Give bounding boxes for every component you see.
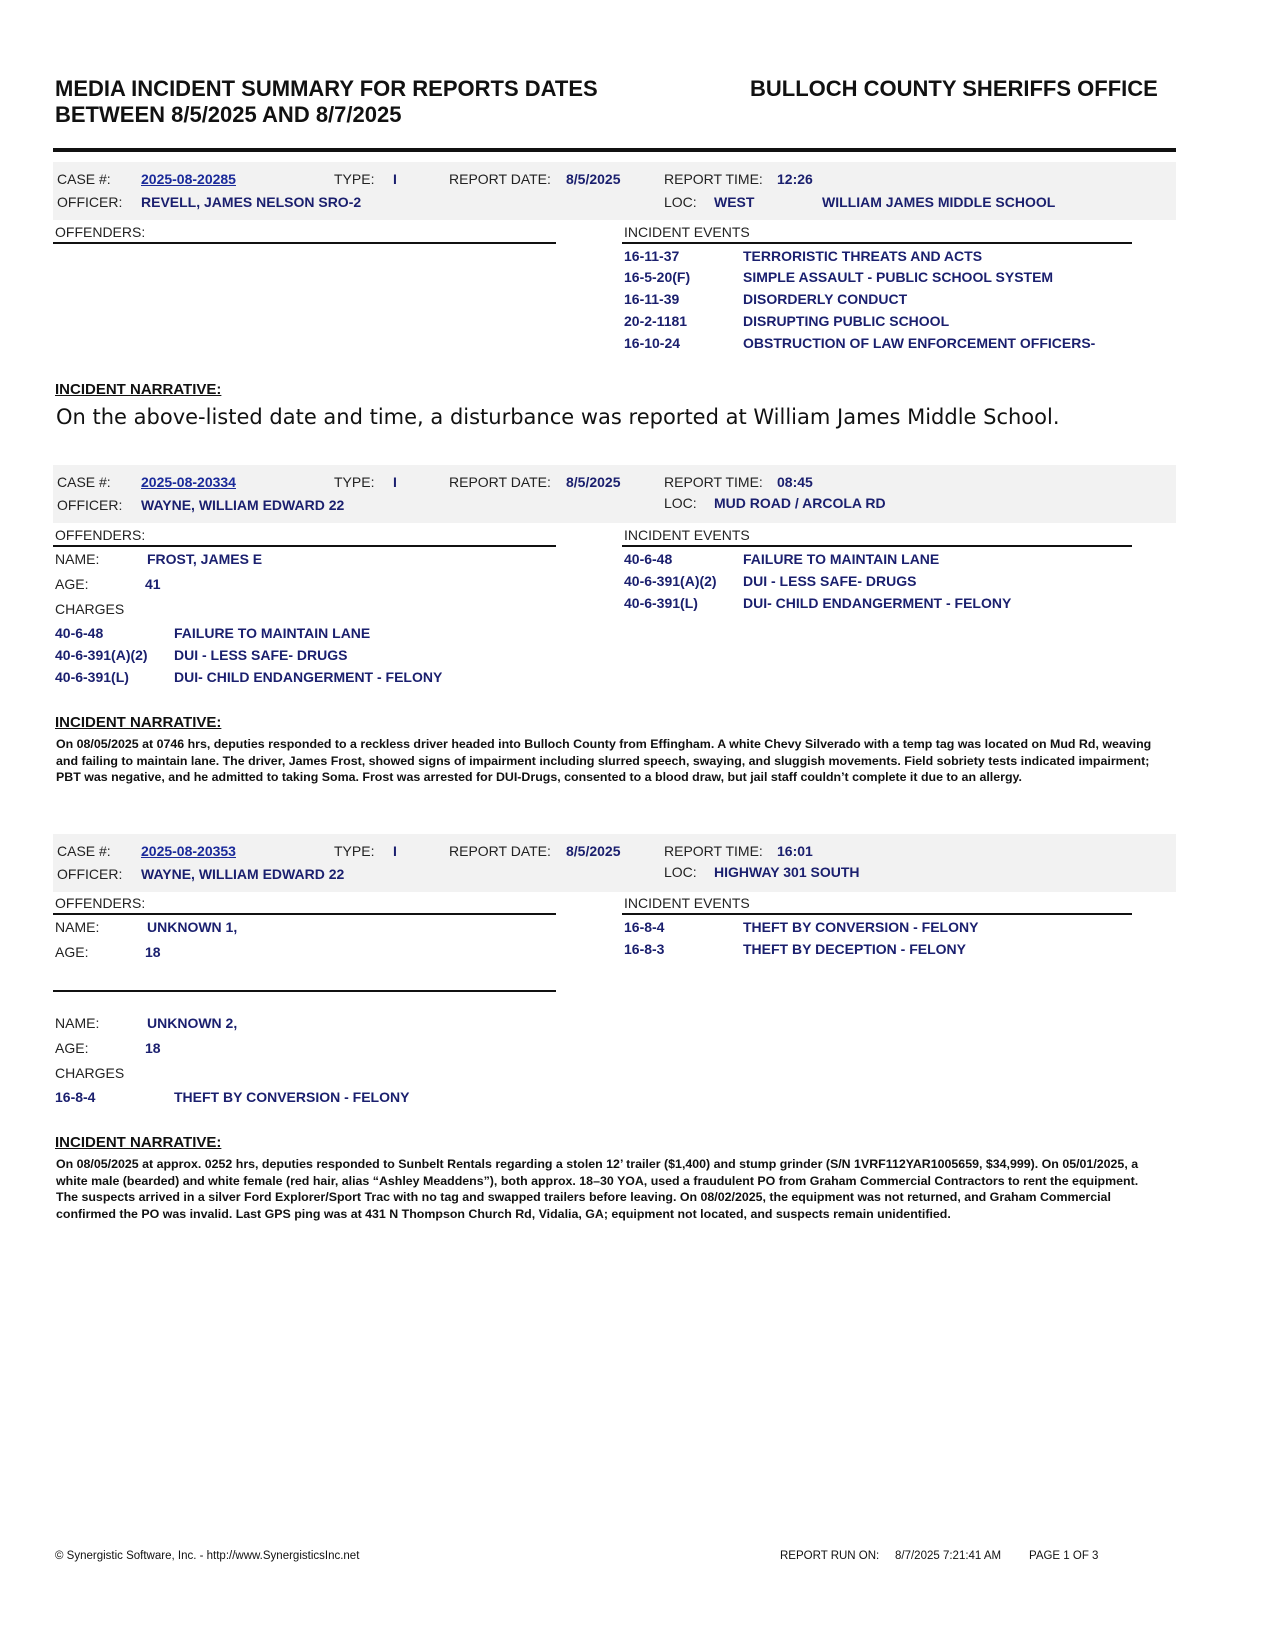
offender-name: FROST, JAMES E: [147, 551, 263, 567]
case-label: CASE #:: [57, 474, 111, 490]
offender-separator: [53, 990, 556, 992]
loc-value: WEST: [714, 194, 755, 210]
narrative-text: On 08/05/2025 at approx. 0252 hrs, deputies responded to Sunbelt Rentals regarding a stolen 12’ trailer ($1,400) and stump grinder (S/N 1VRF112YAR1005659, $34,999). On 05/01/2025, a white male (bearded) and white female (red hair, alias “Ashley Meaddens”), both approx. 18–30 YOA, used a fraudulent PO from Graham Commercial Contractors to rent the equipment. The suspects arrived in a silver Ford Explorer/Sport Trac with no tag and swapped trailers before leaving. On 08/02/2025, the equipment was not returned, and Graham Commercial confirmed the PO was invalid. Last GPS ping was at 431 N Thompson Church Rd, Vidalia, GA; equipment not located, and suspects remain unidentified.: [56, 1157, 1139, 1221]
age-label: AGE:: [55, 576, 89, 592]
name-label: NAME:: [55, 919, 100, 935]
officer-value: WAYNE, WILLIAM EDWARD 22: [141, 497, 345, 513]
report-time-value: 08:45: [777, 474, 813, 490]
offender-name: UNKNOWN 1,: [147, 919, 238, 935]
events-rule: [622, 545, 1132, 547]
charge-desc: DUI- CHILD ENDANGERMENT - FELONY: [174, 669, 443, 685]
events-rule: [622, 242, 1132, 244]
offenders-label: OFFENDERS:: [55, 224, 146, 240]
offenders-rule: [53, 545, 556, 547]
offender-age: 18: [145, 1040, 161, 1056]
type-value: I: [393, 474, 397, 490]
loc-label: LOC:: [664, 194, 697, 210]
offenders-label: OFFENDERS:: [55, 527, 146, 543]
case-number-link[interactable]: 2025-08-20353: [141, 843, 236, 859]
event-code: 40-6-48: [624, 551, 673, 567]
offender-age: 18: [145, 944, 161, 960]
name-label: NAME:: [55, 1015, 100, 1031]
page-number: PAGE 1 OF 3: [1029, 1550, 1099, 1562]
charge-code: 40-6-48: [55, 625, 104, 641]
events-rule: [622, 913, 1132, 915]
charge-desc: THEFT BY CONVERSION - FELONY: [174, 1089, 410, 1105]
event-code: 20-2-1181: [624, 313, 688, 329]
offenders-label: OFFENDERS:: [55, 895, 146, 911]
incident-events-label: INCIDENT EVENTS: [624, 527, 750, 543]
loc-value: HIGHWAY 301 SOUTH: [714, 864, 860, 880]
incident-events-label: INCIDENT EVENTS: [624, 224, 750, 240]
event-code: 16-5-20(F): [624, 269, 691, 285]
offenders-rule: [53, 242, 556, 244]
officer-label: OFFICER:: [57, 194, 123, 210]
officer-label: OFFICER:: [57, 866, 123, 882]
event-code: 40-6-391(A)(2): [624, 573, 717, 589]
charges-label: CHARGES: [55, 601, 125, 617]
narrative-text: On the above-listed date and time, a disturbance was reported at William James Middle School.: [56, 405, 1060, 429]
report-date-label: REPORT DATE:: [449, 171, 551, 187]
event-desc: OBSTRUCTION OF LAW ENFORCEMENT OFFICERS-: [743, 335, 1096, 351]
case-number-link[interactable]: 2025-08-20285: [141, 171, 236, 187]
report-title-line1: MEDIA INCIDENT SUMMARY FOR REPORTS DATES: [55, 76, 598, 101]
report-date-label: REPORT DATE:: [449, 474, 551, 490]
loc-detail: WILLIAM JAMES MIDDLE SCHOOL: [822, 194, 1056, 210]
name-label: NAME:: [55, 551, 100, 567]
report-time-label: REPORT TIME:: [664, 474, 763, 490]
report-time-value: 12:26: [777, 171, 813, 187]
type-label: TYPE:: [334, 843, 375, 859]
incident-events-label: INCIDENT EVENTS: [624, 895, 750, 911]
report-time-label: REPORT TIME:: [664, 171, 763, 187]
agency-name: BULLOCH COUNTY SHERIFFS OFFICE: [750, 76, 1158, 101]
event-desc: DISORDERLY CONDUCT: [743, 291, 908, 307]
report-time-value: 16:01: [777, 843, 813, 859]
loc-label: LOC:: [664, 495, 697, 511]
case-label: CASE #:: [57, 843, 111, 859]
age-label: AGE:: [55, 944, 89, 960]
narrative-text: On 08/05/2025 at 0746 hrs, deputies responded to a reckless driver headed into Bulloch County from Effingham. A white Chevy Silverado with a temp tag was located on Mud Rd, weaving and failing to maintain lane. The driver, James Frost, showed signs of impairment including slurred speech, swaying, and sluggish movements. Field sobriety tests indicated impairment; PBT was negative, and he admitted to taking Soma. Frost was arrested for DUI-Drugs, consented to a blood draw, but jail staff couldn’t complete it due to an allergy.: [56, 737, 1152, 784]
report-time-label: REPORT TIME:: [664, 843, 763, 859]
report-title-line2: BETWEEN 8/5/2025 AND 8/7/2025: [55, 102, 402, 127]
narrative-heading: INCIDENT NARRATIVE:: [55, 381, 222, 398]
event-code: 16-10-24: [624, 335, 681, 351]
offender-age: 41: [145, 576, 161, 592]
offenders-rule: [53, 913, 556, 915]
age-label: AGE:: [55, 1040, 89, 1056]
report-date-label: REPORT DATE:: [449, 843, 551, 859]
type-label: TYPE:: [334, 474, 375, 490]
event-desc: FAILURE TO MAINTAIN LANE: [743, 551, 940, 567]
vendor-footer: © Synergistic Software, Inc. - http://www.SynergisticsInc.net: [55, 1550, 360, 1562]
report-date-value: 8/5/2025: [566, 171, 621, 187]
event-code: 16-11-37: [624, 248, 680, 264]
officer-value: WAYNE, WILLIAM EDWARD 22: [141, 866, 345, 882]
narrative-heading: INCIDENT NARRATIVE:: [55, 714, 222, 731]
report-date-value: 8/5/2025: [566, 474, 621, 490]
officer-value: REVELL, JAMES NELSON SRO-2: [141, 194, 362, 210]
officer-label: OFFICER:: [57, 497, 123, 513]
type-value: I: [393, 171, 397, 187]
charge-desc: FAILURE TO MAINTAIN LANE: [174, 625, 371, 641]
event-code: 16-8-3: [624, 941, 665, 957]
event-code: 40-6-391(L): [624, 595, 698, 611]
report-run-value: 8/7/2025 7:21:41 AM: [895, 1550, 1002, 1562]
loc-value: MUD ROAD / ARCOLA RD: [714, 495, 886, 511]
charge-code: 16-8-4: [55, 1089, 96, 1105]
event-desc: DUI- CHILD ENDANGERMENT - FELONY: [743, 595, 1012, 611]
event-desc: DUI - LESS SAFE- DRUGS: [743, 573, 917, 589]
loc-label: LOC:: [664, 864, 697, 880]
report-date-value: 8/5/2025: [566, 843, 621, 859]
event-desc: TERRORISTIC THREATS AND ACTS: [743, 248, 983, 264]
event-desc: THEFT BY DECEPTION - FELONY: [743, 941, 966, 957]
event-code: 16-8-4: [624, 919, 665, 935]
type-value: I: [393, 843, 397, 859]
narrative-heading: INCIDENT NARRATIVE:: [55, 1134, 222, 1151]
charge-code: 40-6-391(A)(2): [55, 647, 148, 663]
charge-code: 40-6-391(L): [55, 669, 129, 685]
event-desc: SIMPLE ASSAULT - PUBLIC SCHOOL SYSTEM: [743, 269, 1054, 285]
event-code: 16-11-39: [624, 291, 680, 307]
event-desc: THEFT BY CONVERSION - FELONY: [743, 919, 979, 935]
offender-name: UNKNOWN 2,: [147, 1015, 238, 1031]
type-label: TYPE:: [334, 171, 375, 187]
charge-desc: DUI - LESS SAFE- DRUGS: [174, 647, 348, 663]
report-run-label: REPORT RUN ON:: [780, 1550, 880, 1562]
event-desc: DISRUPTING PUBLIC SCHOOL: [743, 313, 950, 329]
header-divider: [53, 148, 1176, 152]
charges-label: CHARGES: [55, 1065, 125, 1081]
case-label: CASE #:: [57, 171, 111, 187]
case-number-link[interactable]: 2025-08-20334: [141, 474, 236, 490]
